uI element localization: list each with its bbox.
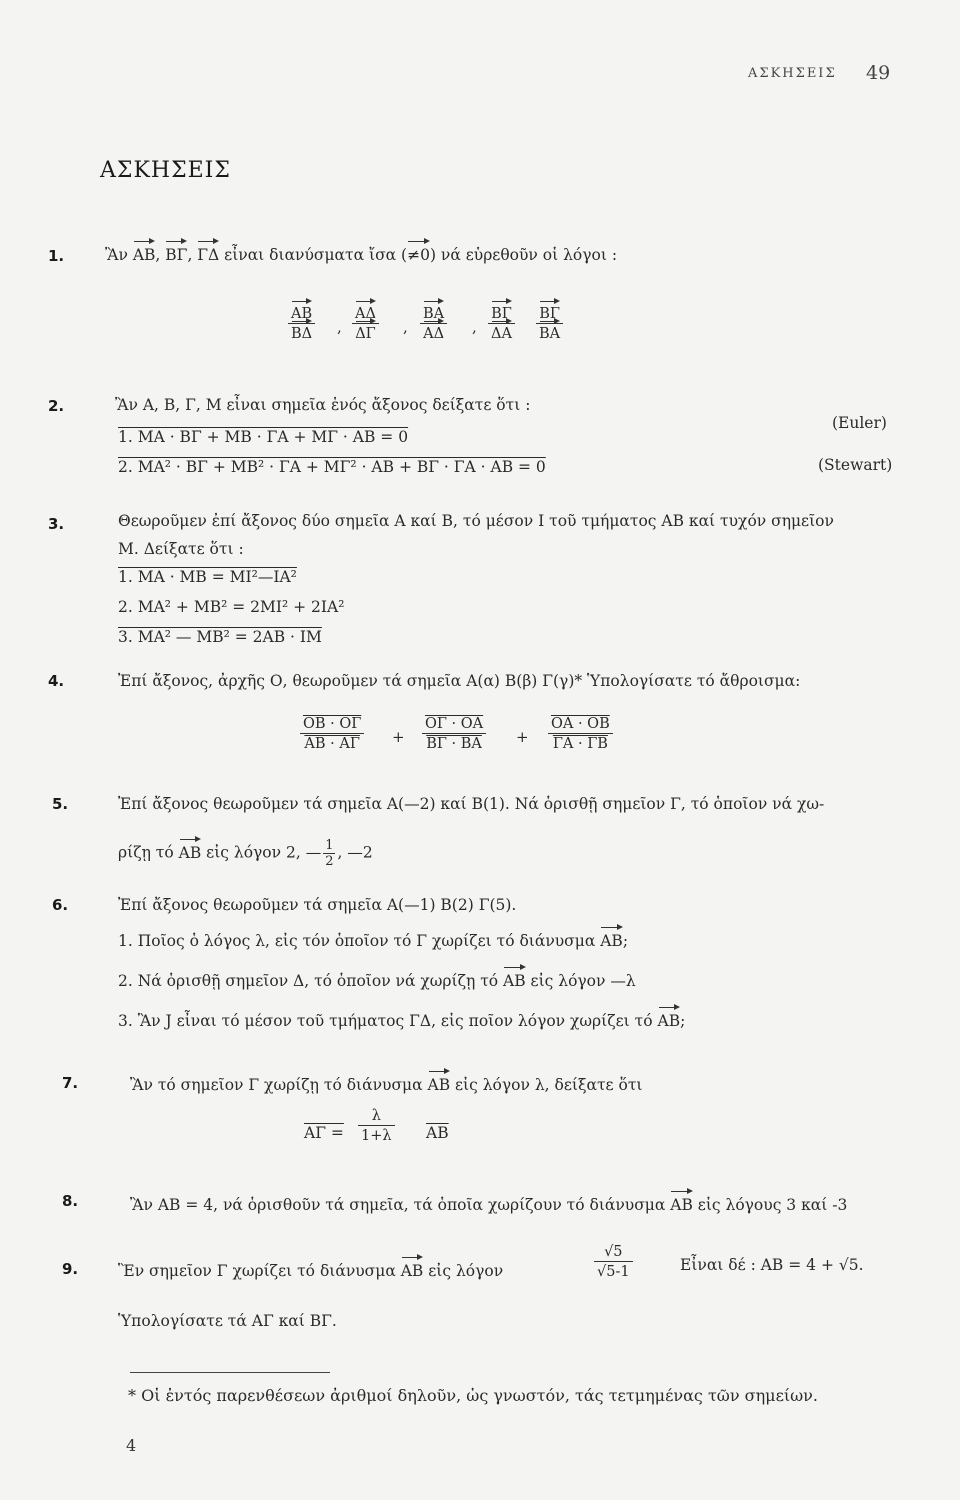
exercise-7-text: Ἂν τό σημεῖον Γ χωρίζῃ τό διάνυσμα ΑΒ εἰς λόγον λ, δείξατε ὅτι bbox=[130, 1076, 643, 1094]
page-number: 49 bbox=[866, 62, 891, 84]
exercise-3-line1: Θεωροῦμεν ἐπί ἄξονος δύο σημεῖα Α καί Β, τό μέσον Ι τοῦ τμήματος ΑΒ καί τυχόν σημεῖον bbox=[118, 512, 834, 530]
separator: , bbox=[337, 318, 342, 336]
vector-bg: ΒΓ bbox=[165, 246, 188, 264]
exercise-6-item-3: 3. Ἂν J εἶναι τό μέσον τοῦ τμήματος ΓΔ, εἰς ποῖον λόγον χωρίζει τό ΑΒ; bbox=[118, 1012, 686, 1030]
sum-term-1: $\frac{OB \cdot O\Gamma}{AB \cdot A\Gamma}$ bbox=[300, 716, 364, 752]
plus-sign: + bbox=[392, 728, 405, 746]
equation-rhs: $\overline{AB}$ bbox=[426, 1124, 449, 1142]
page-title: ΑΣΚΗΣΕΙΣ bbox=[100, 158, 231, 183]
ratio-fraction: $\frac{A\Delta}{\Delta\Gamma}$ bbox=[352, 306, 379, 342]
exercise-7-number: 7. bbox=[62, 1074, 79, 1092]
ratio-fraction: $\frac{BA}{A\Delta}$ bbox=[420, 306, 447, 342]
exercise-9-number: 9. bbox=[62, 1260, 79, 1278]
exercise-3-line2: Μ. Δείξατε ὅτι : bbox=[118, 540, 244, 558]
running-head: ΑΣΚΗΣΕΙΣ bbox=[748, 66, 837, 81]
exercise-8-text: Ἂν ΑΒ = 4, νά ὁρισθοῦν τά σημεῖα, τά ὁποῖα χωρίζουν τό διάνυσμα ΑΒ εἰς λόγους 3 καί -3 bbox=[130, 1196, 848, 1214]
exercise-2-intro: Ἂν Α, Β, Γ, Μ εἶναι σημεῖα ἑνός ἄξονος δείξατε ὅτι : bbox=[115, 396, 531, 414]
exercise-9-text: Ἓν σημεῖον Γ χωρίζει τό διάνυσμα ΑΒ εἰς λόγον bbox=[118, 1262, 504, 1280]
euler-identity: 1. ΜΑ · ΒΓ + ΜΒ · ΓΑ + ΜΓ · ΑΒ = 0 bbox=[118, 428, 409, 446]
exercise-3-number: 3. bbox=[48, 515, 65, 533]
sqrt-fraction: $\frac{√5}{√5-1}$ bbox=[594, 1244, 633, 1280]
lambda-fraction: $\frac{\lambda}{1+\lambda}$ bbox=[358, 1108, 395, 1144]
signature-mark: 4 bbox=[126, 1436, 137, 1455]
exercise-5-line1: Ἐπί ἄξονος θεωροῦμεν τά σημεῖα Α(—2) καί Β(1). Νά ὁρισθῇ σημεῖον Γ, τό ὁποῖον νά χω- bbox=[118, 795, 825, 813]
exercise-2-number: 2. bbox=[48, 397, 65, 415]
ratio-fraction: $\frac{B\Gamma}{\Delta A}$ bbox=[488, 306, 515, 342]
exercise-5-number: 5. bbox=[52, 795, 69, 813]
exercise-6-item-1: 1. Ποῖος ὁ λόγος λ, εἰς τόν ὁποῖον τό Γ χωρίζει τό διάνυσμα ΑΒ; bbox=[118, 932, 629, 950]
equation-lhs: ΑΓ = bbox=[304, 1124, 344, 1142]
footnote: * Οἱ ἐντός παρενθέσεων ἀριθμοί δηλοῦν, ὡς γνωστόν, τάς τετμημένας τῶν σημείων. bbox=[128, 1386, 818, 1405]
euler-tag: (Euler) bbox=[832, 414, 887, 432]
exercise-4-number: 4. bbox=[48, 672, 65, 690]
vector-ab: ΑΒ bbox=[132, 246, 156, 264]
exercise-5-line2: ρίζῃ τό ΑΒ εἰς λόγον 2, — $\frac{1}{2}$ , —2 bbox=[118, 838, 373, 869]
exercise-9-line2: Ὑπολογίσατε τά ΑΓ καί ΒΓ. bbox=[118, 1312, 337, 1330]
exercise-1-number: 1. bbox=[48, 247, 65, 265]
exercise-3-item-2: 2. ΜΑ² + ΜΒ² = 2ΜΙ² + 2ΙΑ² bbox=[118, 598, 345, 616]
sum-term-2: $\frac{O\Gamma \cdot OA}{B\Gamma \cdot BA}$ bbox=[422, 716, 486, 752]
stewart-tag: (Stewart) bbox=[818, 456, 893, 474]
exercise-3-item-3: 3. ΜΑ² — ΜΒ² = 2ΑΒ · ΙΜ bbox=[118, 628, 322, 646]
exercise-6-item-2: 2. Νά ὁρισθῇ σημεῖον Δ, τό ὁποῖον νά χωρίζῃ τό ΑΒ εἰς λόγον —λ bbox=[118, 972, 636, 990]
plus-sign: + bbox=[516, 728, 529, 746]
exercise-6-intro: Ἐπί ἄξονος θεωροῦμεν τά σημεῖα Α(—1) Β(2) Γ(5). bbox=[118, 896, 517, 914]
sum-term-3: $\frac{OA \cdot OB}{\Gamma A \cdot \Gamma B}$ bbox=[548, 716, 613, 752]
exercise-8-number: 8. bbox=[62, 1192, 79, 1210]
footnote-rule bbox=[130, 1372, 330, 1373]
exercise-3-item-1: 1. ΜΑ · ΜΒ = ΜΙ²—ΙΑ² bbox=[118, 568, 297, 586]
exercise-9-given: Εἶναι δέ : ΑΒ = 4 + √5. bbox=[680, 1256, 864, 1274]
exercise-4-text: Ἐπί ἄξονος, ἀρχῆς Ο, θεωροῦμεν τά σημεῖα Α(α) Β(β) Γ(γ)* Ὑπολογίσατε τό ἄθροισμα: bbox=[118, 672, 801, 690]
ratio-fraction: $\frac{AB}{B\Delta}$ bbox=[288, 306, 315, 342]
exercise-6-number: 6. bbox=[52, 896, 69, 914]
exercise-1-text: Ἂν ΑΒ, ΒΓ, ΓΔ εἶναι διανύσματα ἴσα (≠0) νά εὑρεθοῦν οἱ λόγοι : bbox=[105, 246, 618, 264]
vector-gd: ΓΔ bbox=[197, 246, 220, 264]
separator: , bbox=[472, 318, 477, 336]
stewart-identity: 2. ΜΑ² · ΒΓ + ΜΒ² · ΓΑ + ΜΓ² · ΑΒ + ΒΓ · ΓΑ · ΑΒ = 0 bbox=[118, 458, 546, 476]
separator: , bbox=[403, 318, 408, 336]
nonzero-vector: ≠0 bbox=[407, 246, 430, 264]
ratio-fraction: $\frac{B\Gamma}{BA}$ bbox=[536, 306, 563, 342]
